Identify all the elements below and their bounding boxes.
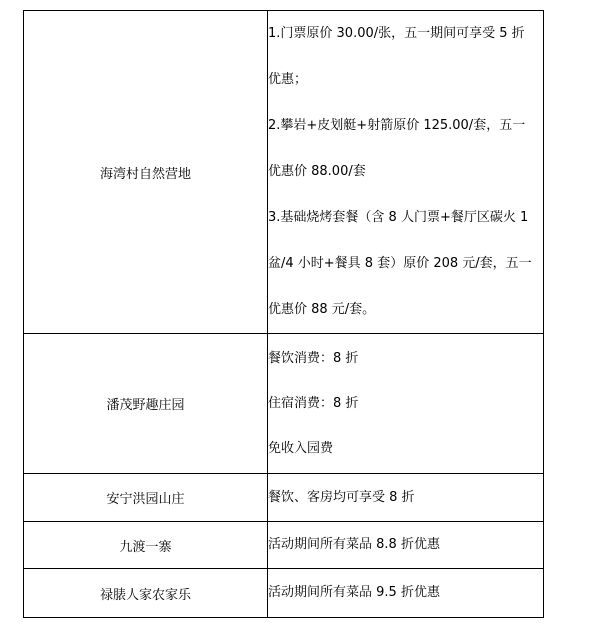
offer-line: 1.门票原价 30.00/张，五一期间可享受 5 折 bbox=[268, 26, 525, 41]
table-row bbox=[24, 11, 544, 334]
table-row bbox=[24, 569, 544, 618]
offers-table bbox=[23, 10, 544, 618]
offer-line: 活动期间所有菜品 9.5 折优惠 bbox=[268, 585, 440, 600]
offer-line: 活动期间所有菜品 8.8 折优惠 bbox=[268, 537, 440, 552]
venue-name: 海湾村自然营地 bbox=[24, 11, 268, 334]
offer-line: 住宿消费：8 折 bbox=[268, 396, 359, 411]
offer-details bbox=[268, 474, 544, 522]
offer-line: 2.攀岩+皮划艇+射箭原价 125.00/套，五一 bbox=[268, 118, 526, 133]
table-row bbox=[24, 334, 544, 474]
offer-details bbox=[268, 11, 544, 334]
offer-line: 优惠； bbox=[268, 72, 308, 87]
offer-line: 餐饮、客房均可享受 8 折 bbox=[268, 489, 415, 505]
offer-details bbox=[268, 522, 544, 569]
table-row bbox=[24, 474, 544, 522]
venue-name: 禄脿人家农家乐 bbox=[24, 569, 268, 618]
offer-details bbox=[268, 334, 544, 474]
offer-line: 优惠价 88 元/套。 bbox=[268, 302, 376, 317]
offer-line: 3.基础烧烤套餐（含 8 人门票+餐厅区碳火 1 bbox=[268, 210, 529, 225]
offer-line: 盆/4 小时+餐具 8 套）原价 208 元/套，五一 bbox=[268, 256, 532, 271]
venue-name: 九渡一寨 bbox=[24, 522, 268, 569]
venue-name: 安宁洪园山庄 bbox=[24, 474, 268, 522]
offer-details bbox=[268, 569, 544, 618]
offer-line: 优惠价 88.00/套 bbox=[268, 164, 366, 179]
offer-line: 餐饮消费：8 折 bbox=[268, 351, 359, 366]
venue-name: 潘茂野趣庄园 bbox=[24, 334, 268, 474]
table-row bbox=[24, 522, 544, 569]
offer-line: 免收入园费 bbox=[268, 441, 334, 456]
